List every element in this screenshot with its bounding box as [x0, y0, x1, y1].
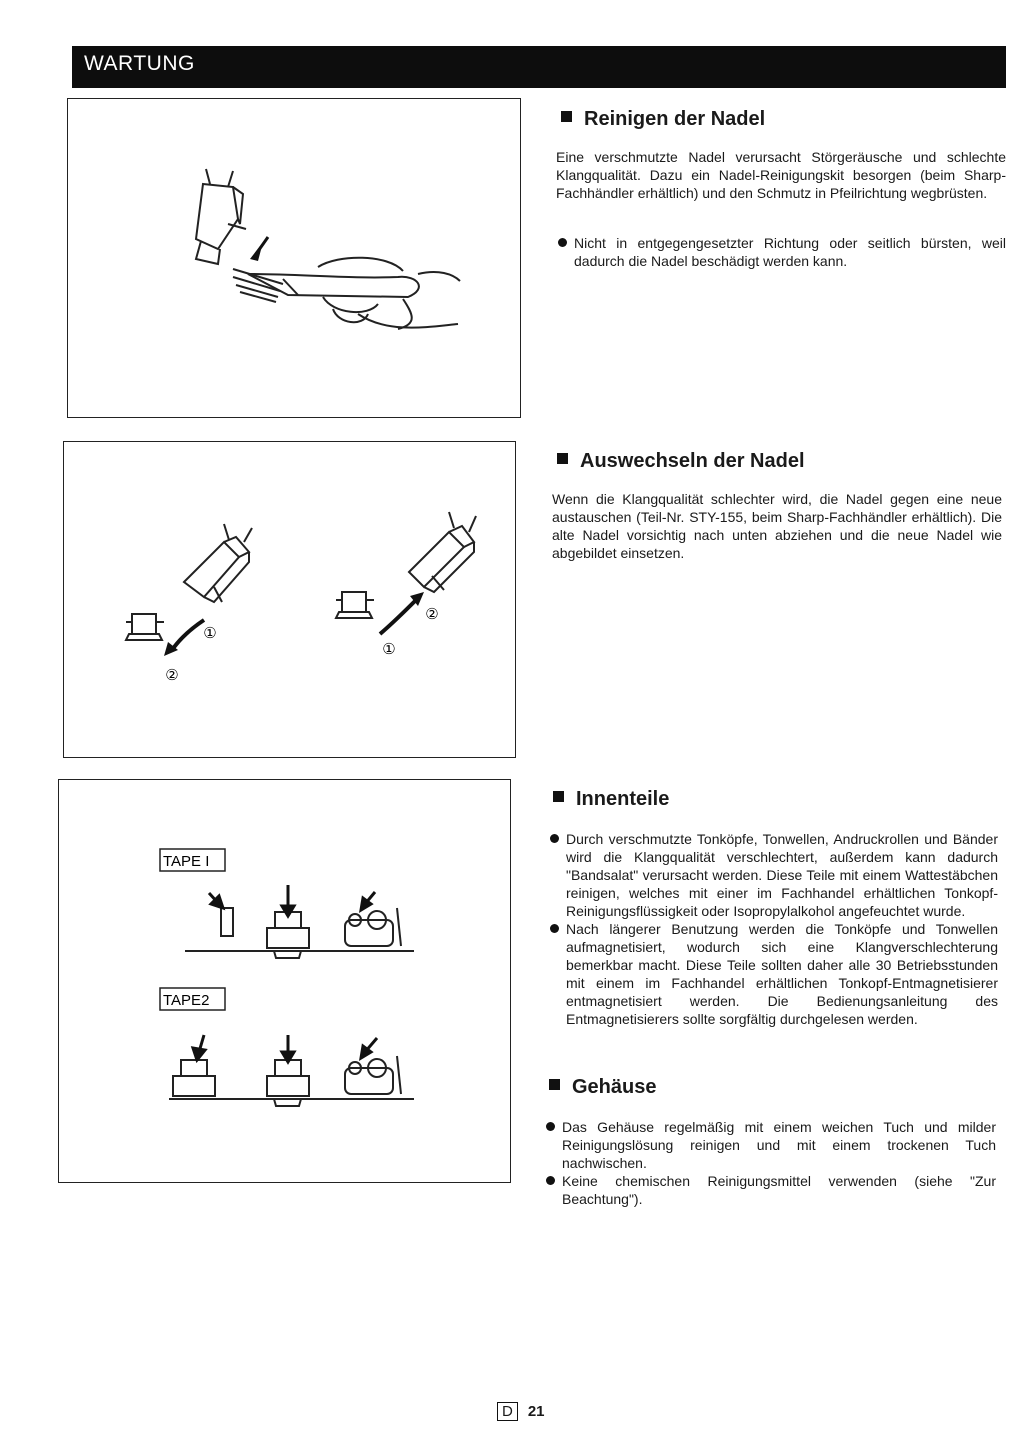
reinigen-paragraph: Eine verschmutzte Nadel verursacht Störgeräusche und schlechte Klangqualität. Dazu ein Nadel-Reinigungskit besorgen (beim Sharp-Fachhändler erhältlich) und den Schmutz in Pfeilrichtung wegbrüsten.	[556, 149, 1006, 201]
step-two-label-right: ②	[425, 606, 439, 623]
page-footer	[497, 1402, 545, 1421]
step-two-label-left: ②	[165, 667, 179, 684]
list-item: Keine chemischen Reinigungsmittel verwenden (siehe "Zur Beachtung").	[544, 1172, 996, 1208]
list-item: Das Gehäuse regelmäßig mit einem weichen Tuch und milder Reinigungslösung reinigen und mit einem trockenen Tuch nachwischen.	[544, 1118, 996, 1172]
page-number: 21	[527, 1403, 545, 1420]
page-title: WARTUNG	[84, 52, 195, 75]
tape1-label: TAPE I	[163, 853, 210, 870]
heading-gehaeuse	[549, 1076, 656, 1099]
heading-reinigen-text: Reinigen der Nadel	[584, 108, 766, 130]
heading-gehaeuse-text: Gehäuse	[572, 1076, 657, 1098]
heading-innenteile	[553, 788, 669, 811]
figure-needle-replacement	[63, 441, 516, 758]
heading-auswechseln-text: Auswechseln der Nadel	[580, 450, 805, 472]
tape2-label: TAPE2	[163, 992, 210, 1009]
square-bullet-icon	[553, 791, 564, 802]
heading-reinigen	[561, 108, 765, 131]
heading-auswechseln	[557, 450, 805, 473]
language-code-box: D	[497, 1402, 518, 1421]
square-bullet-icon	[561, 111, 572, 122]
square-bullet-icon	[557, 453, 568, 464]
innenteile-bullets	[548, 830, 998, 1028]
step-one-label-left: ①	[203, 625, 217, 642]
tape-heads-illustration	[59, 780, 510, 1182]
list-item: Nach längerer Benutzung werden die Tonköpfe und Tonwellen aufmagnetisiert, wodurch sich eine Klangverschlechterung bemerkbar macht. Diese Teile sollten daher alle 30 Betriebsstunden mit einem im Fachhandel erhältlichen Tonkopf-Entmagnetisierer entmagnetisiert werden. Die Bedienungsanleitung des Entmagnetisierers sollte sorgfältig durchgelesen werden.	[548, 920, 998, 1028]
header-bar	[72, 46, 1006, 88]
reinigen-bullets	[556, 234, 1006, 270]
step-one-label-right: ①	[382, 641, 396, 658]
heading-innenteile-text: Innenteile	[576, 788, 670, 810]
figure-tape-heads	[58, 779, 511, 1183]
figure-needle-cleaning	[67, 98, 521, 418]
gehaeuse-bullets	[544, 1118, 996, 1208]
square-bullet-icon	[549, 1079, 560, 1090]
needle-replacement-illustration	[64, 442, 515, 757]
needle-cleaning-illustration	[68, 99, 520, 417]
list-item: Nicht in entgegengesetzter Richtung oder seitlich bürsten, weil dadurch die Nadel beschädigt werden kann.	[556, 234, 1006, 270]
list-item: Durch verschmutzte Tonköpfe, Tonwellen, Andruckrollen und Bänder wird die Klangqualität verschlechtert, außerdem kann dadurch "Bandsalat" verursacht werden. Diese Teile mit einem Wattestäbchen reinigen, welches mit einer im Fachhandel erhältlichen Tonkopf-Reinigungsflüssigkeit oder Isopropylalkohol angefeuchtet wurde.	[548, 830, 998, 920]
auswechseln-paragraph: Wenn die Klangqualität schlechter wird, die Nadel gegen eine neue austauschen (Teil-Nr. STY-155, beim Sharp-Fachhändler erhältlich). Die alte Nadel vorsichtig nach unten abziehen und die neue Nadel wie abgebildet einsetzen.	[552, 491, 1002, 561]
